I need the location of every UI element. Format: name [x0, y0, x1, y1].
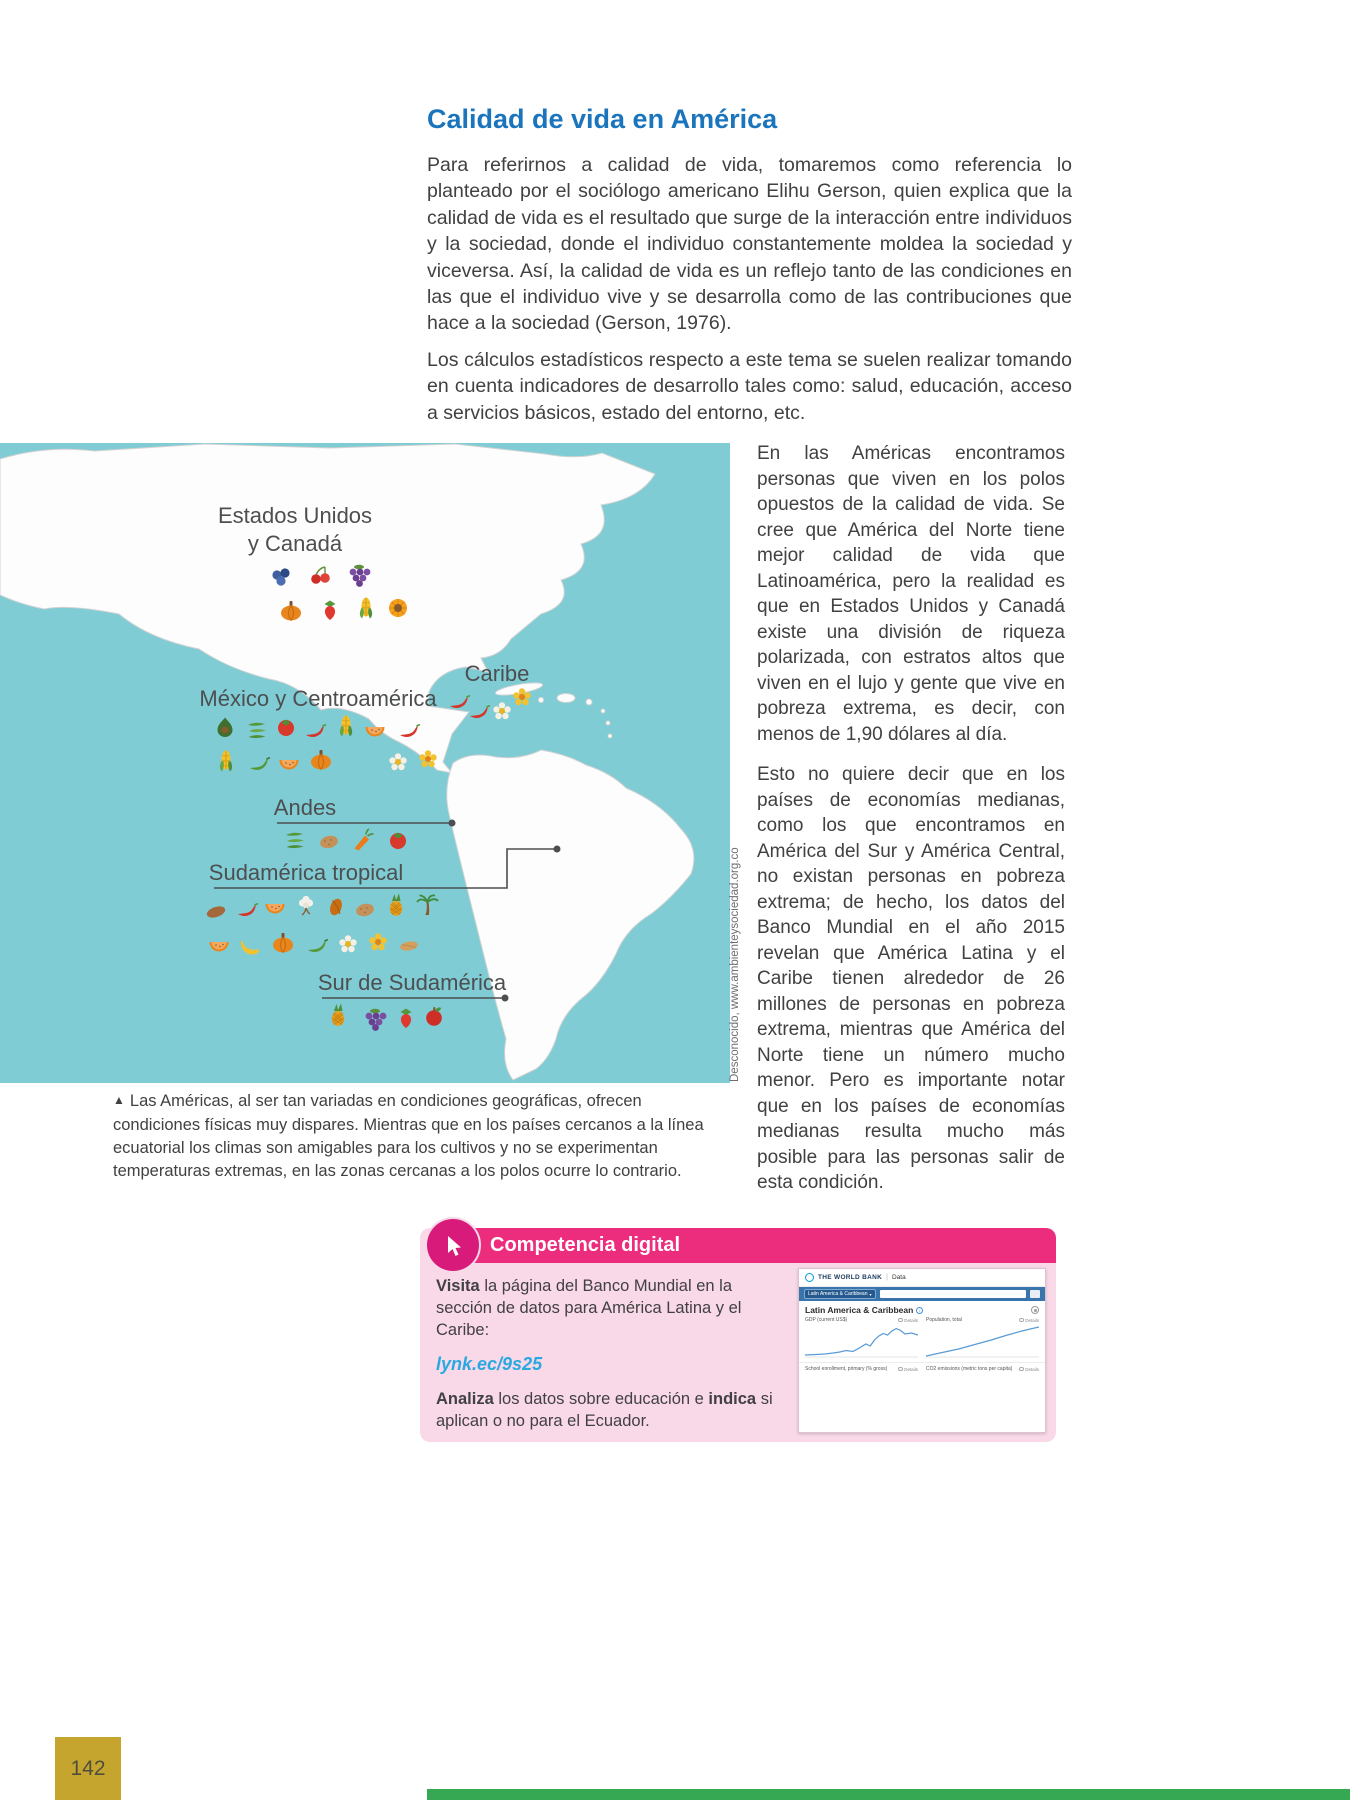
co2-details-button: Details [1019, 1367, 1039, 1372]
brand-divider: | [886, 1274, 888, 1281]
region-selector-label: Latin America & Caribbean [808, 1291, 868, 1297]
label-usa-canada-line1: Estados Unidos [217, 503, 373, 528]
competencia-body [436, 1275, 788, 1432]
population-chart-tile [926, 1317, 1039, 1359]
bottom-chart-row [799, 1362, 1045, 1372]
intro-paragraph-1: Para referirnos a calidad de vida, tomaremos como referencia lo planteado por el sociólogo americano Elihu Gerson, quien explica que la calidad de vida es el resultado que surge de la interacción entre individuos y la sociedad, donde el individuo constantemente moldea la sociedad y viceversa. Así, la calidad de vida es un reflejo tanto de las condiciones en las que el individuo vive y se desarrolla como de las contribuciones que hace a la sociedad (Gerson, 1976). [427, 154, 1072, 335]
bold-analiza: Analiza [436, 1390, 494, 1408]
page-number: 142 [70, 1756, 106, 1780]
instruction-1-text: la página del Banco Mundial en la sección de datos para América Latina y el Caribe: [436, 1277, 742, 1339]
worldbank-header [799, 1269, 1045, 1287]
label-sudamerica-tropical: Sudamérica tropical [208, 860, 404, 885]
label-sur-de-sudamerica: Sur de Sudamérica [317, 970, 507, 995]
school-details-button: Details [898, 1367, 918, 1372]
gdp-chart-label: GDP (current US$) [805, 1317, 848, 1323]
cursor-badge [427, 1219, 479, 1271]
intro-paragraph-2: Los cálculos estadísticos respecto a este tema se suelen realizar tomando en cuenta indicadores de desarrollo tales como: salud, educación, acceso a servicios básicos, estado del entorno, etc. [427, 349, 1072, 424]
details-icon [898, 1318, 903, 1323]
region-selector [804, 1289, 876, 1299]
caption-text: Las Américas, al ser tan variadas en condiciones geográficas, ofrecen condiciones físicas muy dispares. Mientras que en los países cercanos a la línea ecuatorial los climas son amigables para los cultivos y no se experimentan temperaturas extremas, en las zonas cercanas a los polos ocurre lo contrario. [113, 1092, 704, 1180]
worldbank-link[interactable]: lynk.ec/9s25 [436, 1354, 543, 1374]
right-column [757, 441, 1065, 1196]
co2-emissions-label: CO2 emissions (metric tons per capita) [926, 1366, 1013, 1372]
right-paragraph-2: Esto no quiere decir que en los países de economías medianas, como los que encontramos en América del Sur y América Central, no existan personas en pobreza extrema; de hecho, los datos del Banco Mundial en el año 2015 revelan que América Latina y el Caribe tienen alrededor de 26 millones de personas en pobreza extrema, mientras que América del Norte tiene un número mucho menor. Pero es importante notar que en los países de economías medianas resulta mucho más posible para las personas salir de esta condición. [757, 764, 1065, 1193]
details-icon [1019, 1318, 1024, 1323]
population-sparkline [926, 1323, 1039, 1359]
details-icon [1019, 1367, 1024, 1372]
caption-marker-icon: ▲ [113, 1093, 125, 1107]
worldbank-brand: THE WORLD BANK [818, 1274, 883, 1281]
label-usa-canada-line2: y Canadá [247, 531, 343, 556]
chevron-down-icon: ▾ [869, 1291, 872, 1297]
gear-icon [1031, 1306, 1039, 1314]
competencia-instruction-1 [436, 1275, 788, 1341]
gdp-chart-tile [805, 1317, 918, 1359]
competencia-digital-box [420, 1228, 1056, 1442]
school-enrollment-tile [805, 1366, 918, 1372]
competencia-header [454, 1228, 1056, 1263]
nav-button [1030, 1290, 1040, 1298]
population-details-button: Details [1019, 1318, 1039, 1323]
page-title: Calidad de vida en América [427, 104, 778, 134]
map-credit: Desconocido, www.ambienteysociedad.org.co [729, 847, 741, 1082]
label-mexico-centroamerica: México y Centroamérica [199, 686, 437, 711]
worldbank-data-label: Data [891, 1274, 906, 1281]
cursor-icon [441, 1233, 465, 1257]
population-chart-label: Population, total [926, 1317, 962, 1323]
bold-indica: indica [708, 1390, 757, 1408]
details-icon [898, 1367, 903, 1372]
chart-tiles [799, 1316, 1045, 1359]
label-andes: Andes [273, 795, 337, 820]
competencia-title: Competencia digital [490, 1234, 681, 1256]
sunflower-icon [389, 599, 407, 617]
instruction-2-text-b: si aplican o no para el Ecuador. [436, 1390, 773, 1430]
school-enrollment-label: School enrollment, primary (% gross) [805, 1366, 888, 1372]
americas-map-illustration [0, 443, 730, 1083]
search-field [880, 1290, 1027, 1298]
americas-map-svg [0, 443, 730, 1083]
worldbank-navbar [799, 1287, 1045, 1301]
worldbank-screenshot [798, 1268, 1046, 1433]
map-caption [113, 1090, 725, 1183]
worldbank-globe-icon [805, 1273, 814, 1282]
info-icon: i [916, 1307, 923, 1314]
gdp-details-button: Details [898, 1318, 918, 1323]
page-number-tab [55, 1737, 121, 1800]
bold-visita: Visita [436, 1277, 480, 1295]
region-title: Latin America & Caribbean [805, 1305, 914, 1315]
instruction-2-text-a: los datos sobre educación e [493, 1390, 709, 1408]
right-paragraph-1: En las Américas encontramos personas que viven en los polos opuestos de la calidad de vida. Se cree que América del Norte tiene mejor calidad de vida que Latinoamérica, pero la realidad es que en Estados Unidos y Canadá existe una división de riqueza polarizada, con estratos altos que viven en el lujo y gente que vive en pobreza extrema, es decir, con menos de 1,90 dólares al día. [757, 443, 1065, 745]
gdp-sparkline [805, 1323, 918, 1359]
region-title-row [799, 1301, 1045, 1316]
co2-emissions-tile [926, 1366, 1039, 1372]
label-caribe: Caribe [464, 661, 530, 686]
footer-accent-bar [427, 1789, 1350, 1800]
competencia-instruction-2 [436, 1388, 788, 1432]
